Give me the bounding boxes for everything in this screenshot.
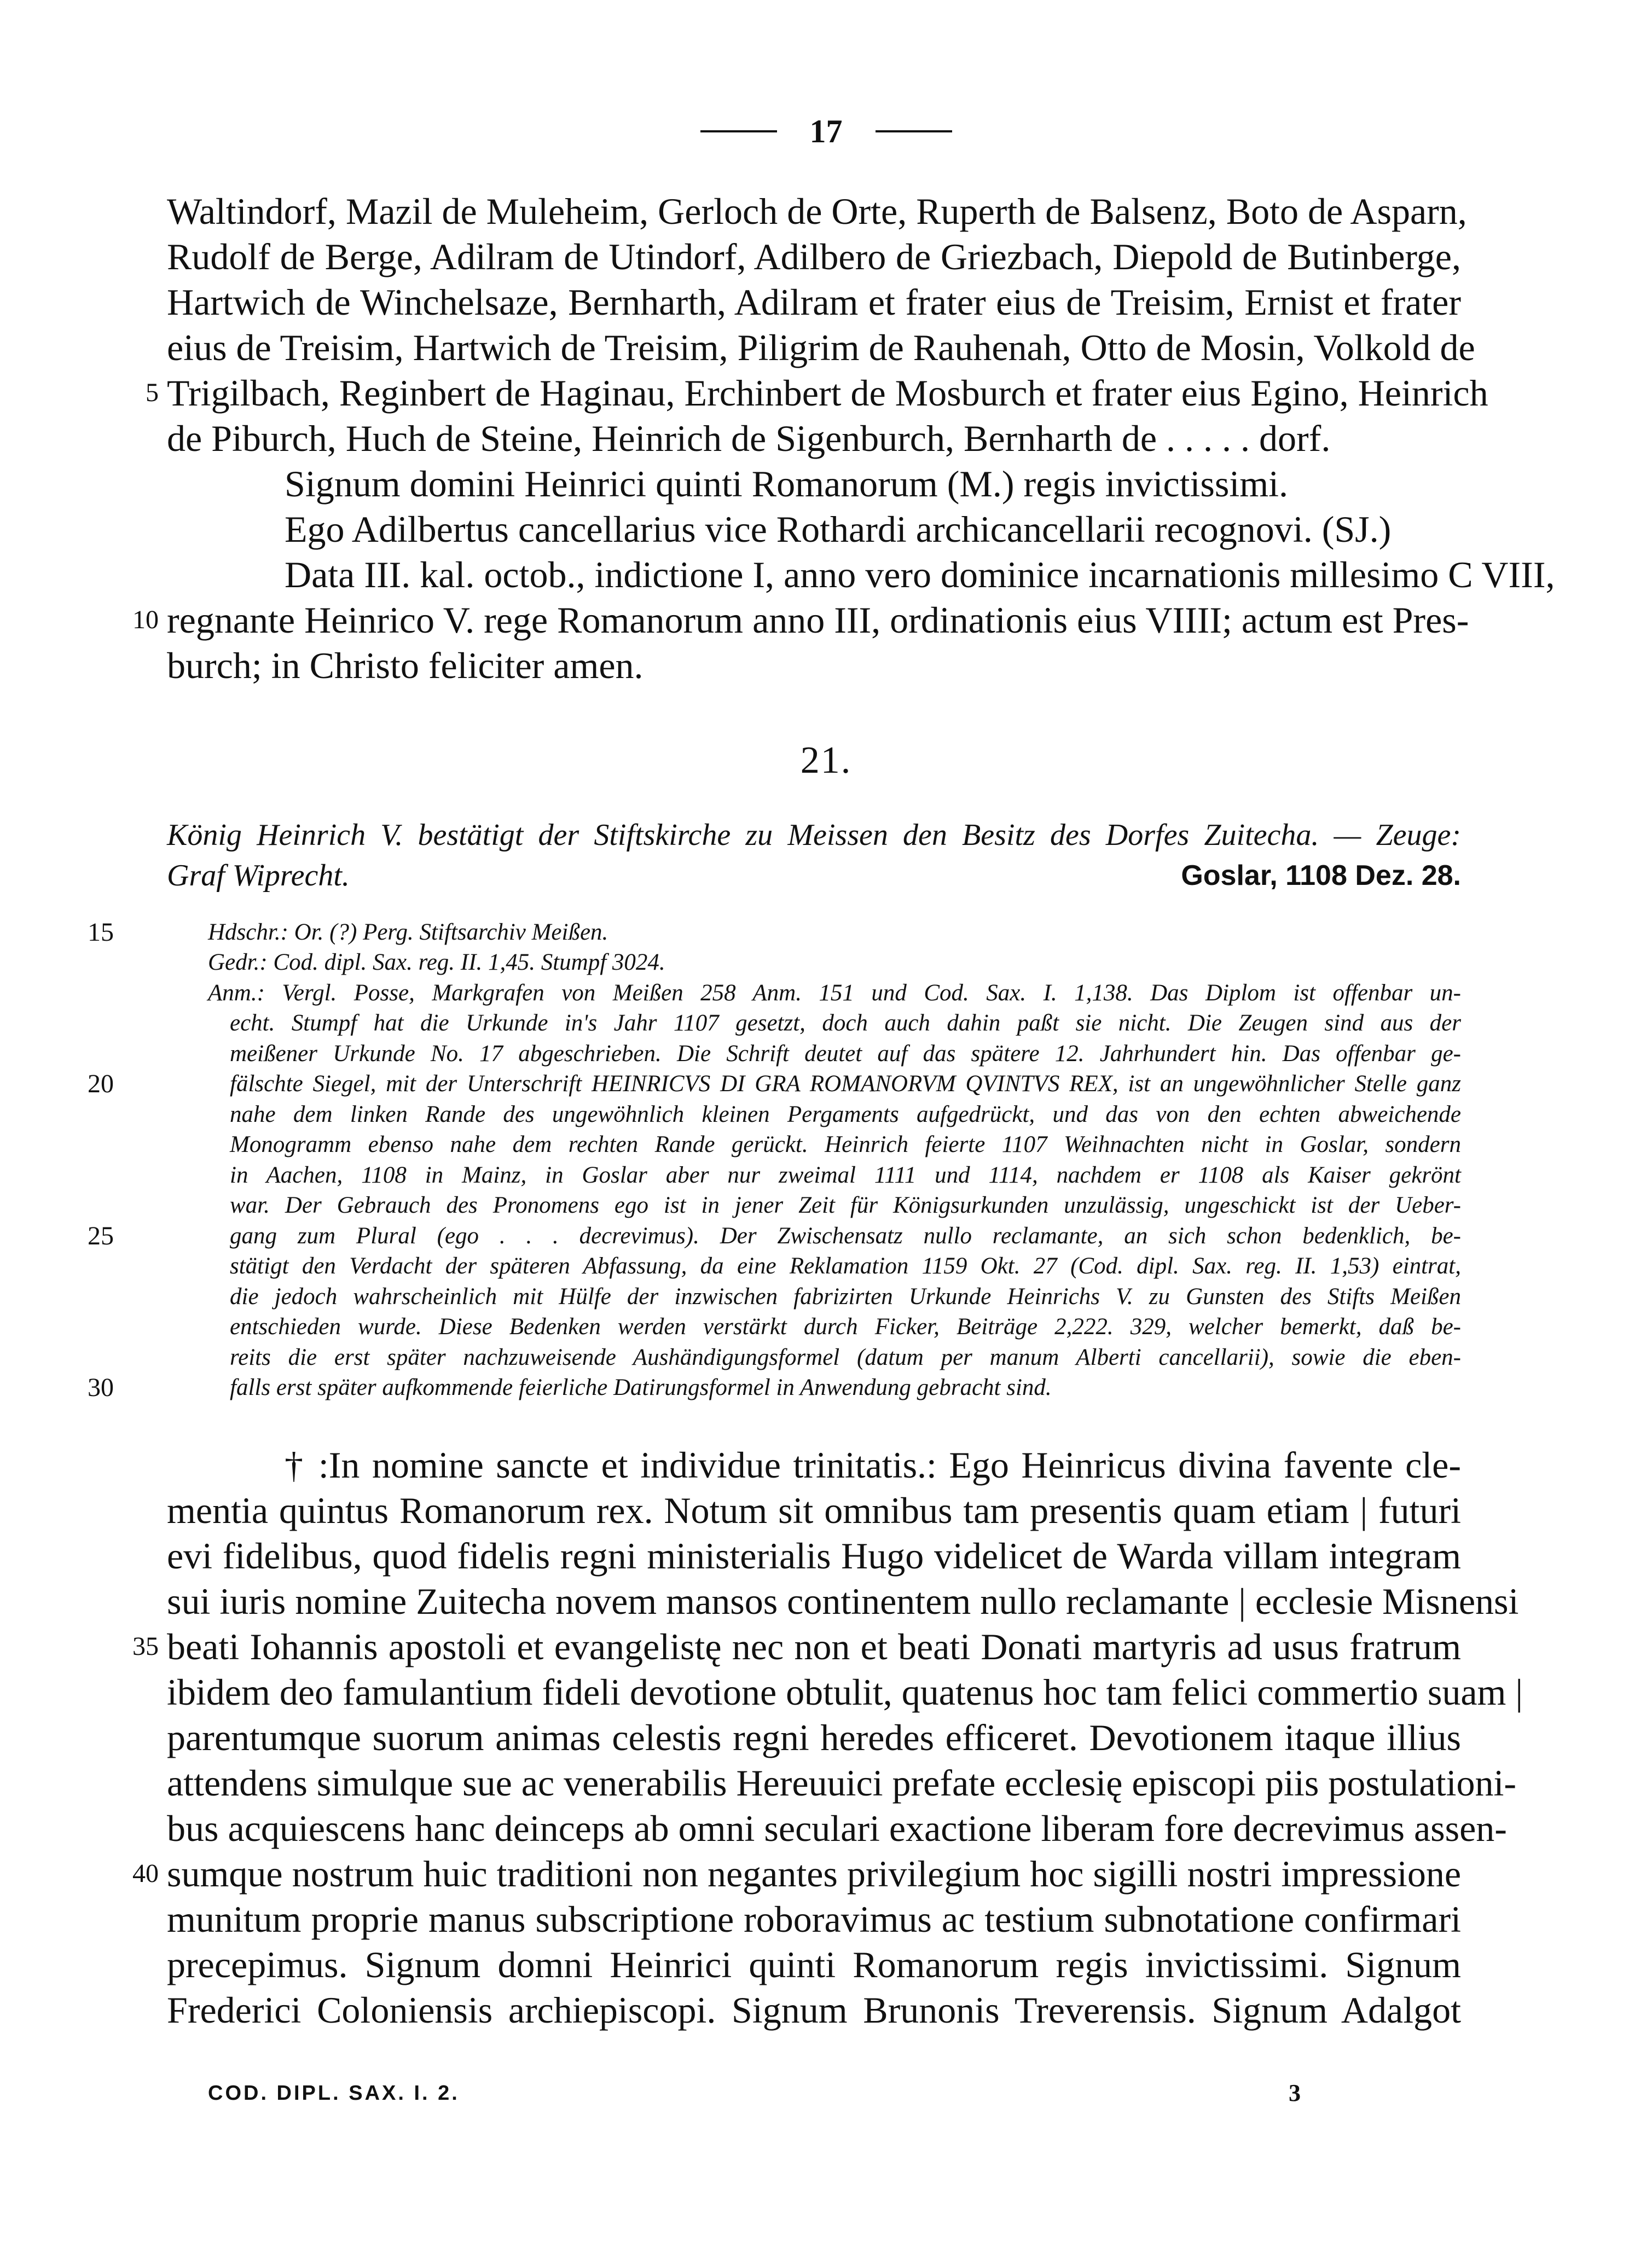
line-number: 15 [88, 918, 114, 947]
text-line: Rudolf de Berge, Adilram de Utindorf, Adilbero de Griezbach, Diepold de Butinberge, [167, 236, 1461, 277]
line-number: 10 [132, 605, 159, 634]
text-line: Frederici Coloniensis archiepiscopi. Signum Brunonis Treverensis. Signum Adalgot [167, 1989, 1461, 2031]
line-number: 35 [132, 1632, 159, 1661]
line-number: 5 [146, 378, 159, 407]
note-line: die jedoch wahrscheinlich mit Hülfe der inzwischen fabrizirten Urkunde Heinrichs V. zu Gunsten des Stifts Meißen [230, 1284, 1461, 1310]
note-line: Anm.: Vergl. Posse, Markgrafen von Meißen 258 Anm. 151 und Cod. Sax. I. 1,138. Das Diplom ist offenbar un- [208, 980, 1461, 1006]
text-line: Trigilbach, Reginbert de Haginau, Erchinbert de Mosburch et frater eius Egino, Heinrich [167, 372, 1488, 414]
line-number: 30 [88, 1373, 114, 1402]
text-line: evi fidelibus, quod fidelis regni ministerialis Hugo videlicet de Warda villam integram [167, 1535, 1461, 1577]
note-line: in Aachen, 1108 in Mainz, in Goslar aber nur zweimal 1111 und 1114, nachdem er 1108 als Kaiser gekrönt [230, 1162, 1461, 1188]
header-rule-right [876, 130, 952, 132]
document-date: Goslar, 1108 Dez. 28. [1181, 860, 1461, 891]
page-number: 17 [809, 113, 843, 149]
document-number: 21. [800, 739, 852, 781]
text-line: † :In nomine sancte et individue trinitatis.: Ego Heinricus divina favente cle- [285, 1444, 1461, 1486]
line-number: 40 [132, 1859, 159, 1888]
text-line: regnante Heinrico V. rege Romanorum anno III, ordinationis eius VIIII; actum est Pres- [167, 599, 1469, 641]
note-line: nahe dem linken Rande des ungewöhnlich kleinen Pergaments aufgedrückt, und das von den echten abweichende [230, 1102, 1461, 1127]
text-line: de Piburch, Huch de Steine, Heinrich de Sigenburch, Bernharth de . . . . . dorf. [167, 418, 1331, 459]
note-line: gang zum Plural (ego . . . decrevimus). Der Zwischensatz nullo reclamante, an sich schon bedenklich, be- [230, 1223, 1461, 1249]
text-line: sumque nostrum huic traditioni non negantes privilegium hoc sigilli nostri impressione [167, 1853, 1461, 1895]
text-line: ibidem deo famulantium fideli devotione obtulit, quatenus hoc tam felici commertio suam | [167, 1671, 1523, 1713]
note-line: echt. Stumpf hat die Urkunde in's Jahr 1107 gesetzt, doch auch dahin paßt sie nicht. Die Zeugen sind aus der [230, 1010, 1461, 1036]
page-header [0, 112, 1652, 150]
text-line: beati Iohannis apostoli et evangelistę nec non et beati Donati martyris ad usus fratrum [167, 1626, 1461, 1667]
regest-line: Graf Wiprecht. [167, 859, 350, 893]
note-line: falls erst später aufkommende feierliche Datirungsformel in Anwendung gebracht sind. [230, 1375, 1052, 1400]
text-line: Hartwich de Winchelsaze, Bernharth, Adilram et frater eius de Treisim, Ernist et frater [167, 281, 1461, 323]
text-line: Signum domini Heinrici quinti Romanorum (M.) regis invictissimi. [285, 463, 1289, 505]
text-line: Data III. kal. octob., indictione I, anno vero dominice incarnationis millesimo C VIII, [285, 554, 1555, 595]
line-number: 20 [88, 1069, 114, 1098]
note-line: war. Der Gebrauch des Pronomens ego ist in jener Zeit für Königsurkunden unzulässig, ungeschickt ist der Ueber- [230, 1192, 1461, 1218]
text-line: attendens simulque sue ac venerabilis Hereuuici prefate ecclesię episcopi piis postulationi- [167, 1762, 1517, 1804]
footer-signature: COD. DIPL. SAX. I. 2. [208, 2082, 460, 2105]
text-line: sui iuris nomine Zuitecha novem mansos continentem nullo reclamante | ecclesie Misnensi [167, 1580, 1519, 1622]
note-line: meißener Urkunde No. 17 abgeschrieben. Die Schrift deutet auf das spätere 12. Jahrhundert hin. Das offenbar ge- [230, 1041, 1461, 1067]
text-line: burch; in Christo feliciter amen. [167, 645, 644, 686]
text-line: precepimus. Signum domni Heinrici quinti Romanorum regis invictissimi. Signum [167, 1944, 1461, 1985]
text-line: eius de Treisim, Hartwich de Treisim, Piligrim de Rauhenah, Otto de Mosin, Volkold de [167, 327, 1475, 368]
note-line: Gedr.: Cod. dipl. Sax. reg. II. 1,45. Stumpf 3024. [208, 949, 665, 975]
note-line: Monogramm ebenso nahe dem rechten Rande gerückt. Heinrich feierte 1107 Weihnachten nicht in Goslar, sondern [230, 1132, 1461, 1157]
text-line: munitum proprie manus subscriptione roboravimus ac testium subnotatione confirmari [167, 1898, 1461, 1940]
note-line: Hdschr.: Or. (?) Perg. Stiftsarchiv Meißen. [208, 919, 608, 945]
text-line: bus acquiescens hanc deinceps ab omni seculari exactione liberam fore decrevimus assen- [167, 1808, 1507, 1849]
note-line: entschieden wurde. Diese Bedenken werden verstärkt durch Ficker, Beiträge 2,222. 329, welcher bemerkt, daß be- [230, 1314, 1461, 1340]
sheet-number: 3 [1289, 2080, 1301, 2106]
note-line: fälschte Siegel, mit der Unterschrift HEINRICVS DI GRA ROMANORVM QVINTVS REX, ist an ungewöhnlicher Stelle ganz [230, 1071, 1461, 1097]
text-line: parentumque suorum animas celestis regni heredes efficeret. Devotionem itaque illius [167, 1717, 1461, 1758]
text-line: mentia quintus Romanorum rex. Notum sit omnibus tam presentis quam etiam | futuri [167, 1490, 1461, 1531]
note-line: reits die erst später nachzuweisende Aushändigungsformel (datum per manum Alberti cancellarii), sowie die eben- [230, 1345, 1461, 1370]
regest-line: König Heinrich V. bestätigt der Stiftskirche zu Meissen den Besitz des Dorfes Zuitecha. — Zeuge: [167, 818, 1461, 852]
text-line: Ego Adilbertus cancellarius vice Rothardi archicancellarii recognovi. (SJ.) [285, 508, 1392, 550]
note-line: stätigt den Verdacht der späteren Abfassung, da eine Reklamation 1159 Okt. 27 (Cod. dipl. Sax. reg. II. 1,53) eintrat, [230, 1253, 1461, 1279]
text-line: Waltindorf, Mazil de Muleheim, Gerloch de Orte, Ruperth de Balsenz, Boto de Asparn, [167, 190, 1467, 232]
header-rule-left [700, 130, 777, 132]
line-number: 25 [88, 1221, 114, 1250]
